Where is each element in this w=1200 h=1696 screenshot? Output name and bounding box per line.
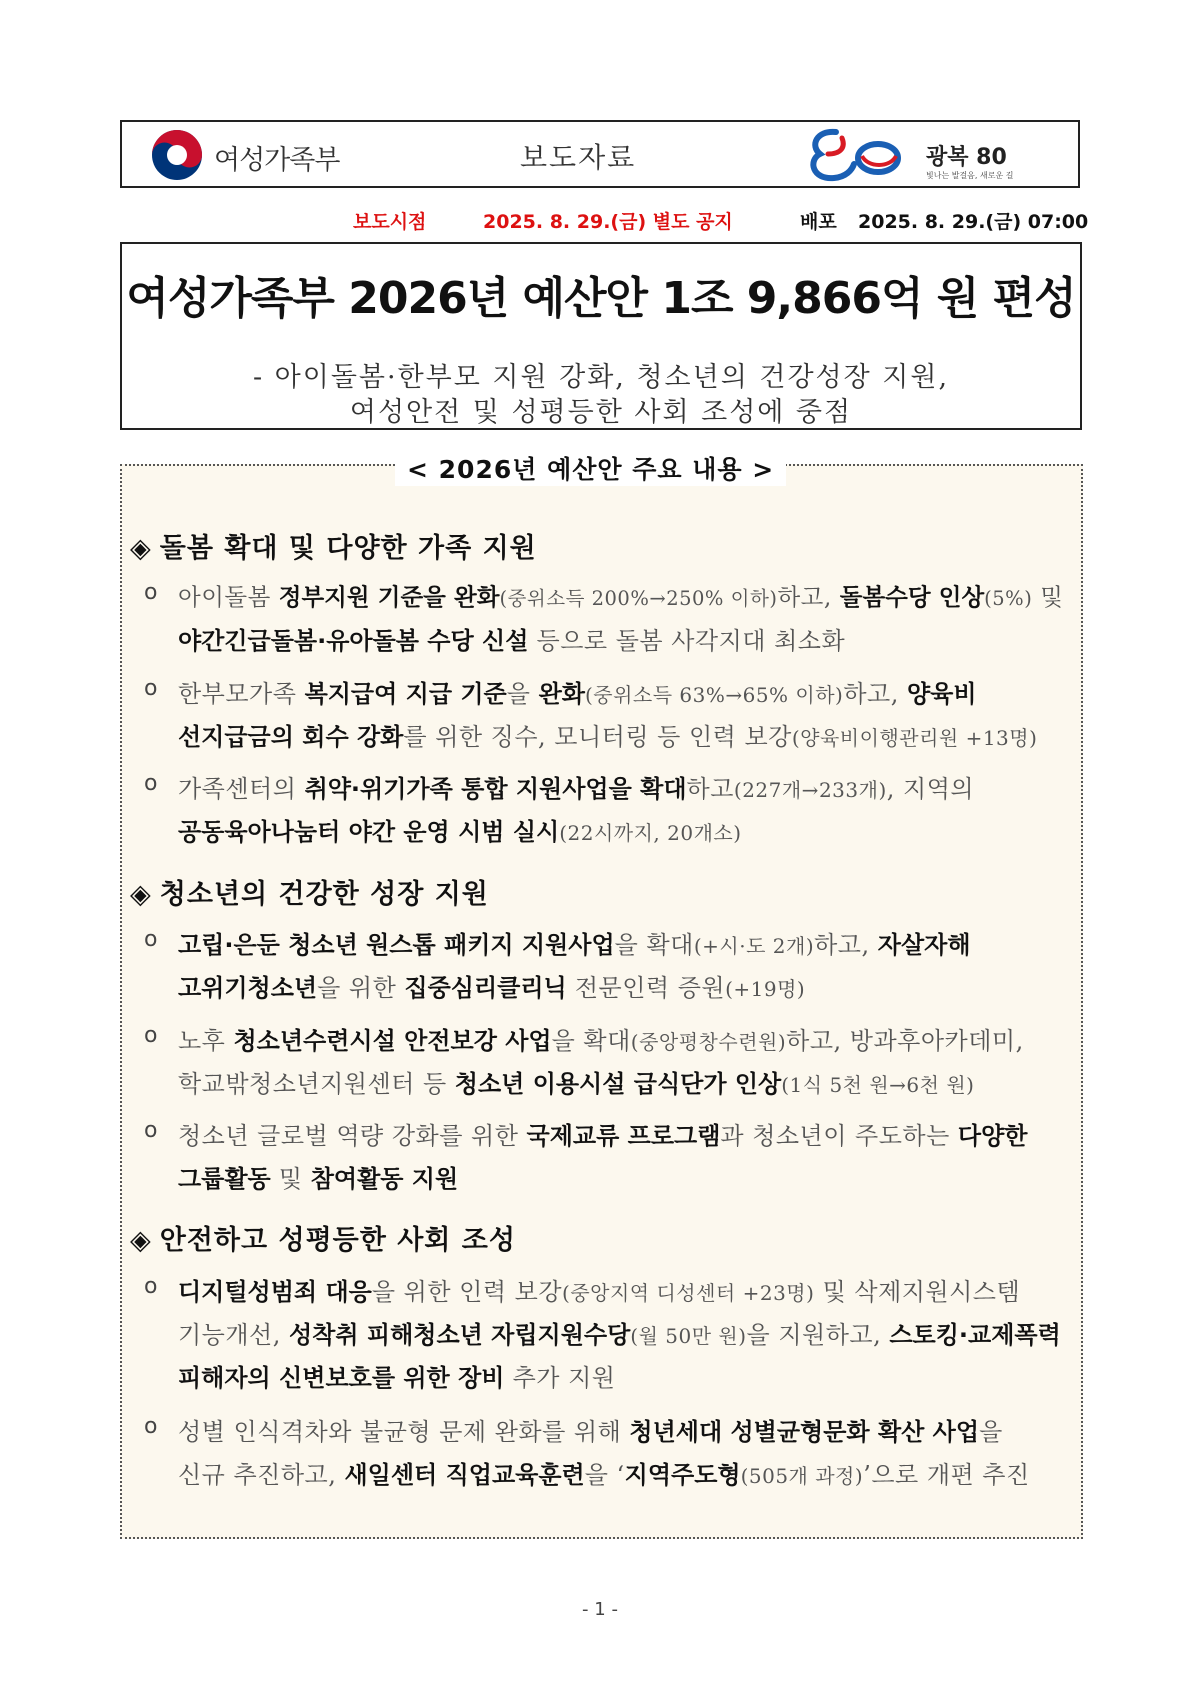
body-text: 을 [506,680,539,708]
circle-bullet-icon: o [144,580,158,605]
body-text: 하고, [814,931,878,959]
emphasis-text: 공동육아나눔터 야간 운영 시범 실시 [178,818,560,846]
embargo-label: 보도시점 [353,211,427,233]
circle-bullet-icon: o [144,1118,158,1143]
note-text: (505개 과정) [740,1464,864,1488]
note-text: (월 50만 원) [630,1324,747,1348]
bullet-text-line [178,717,1078,752]
emphasis-text: 그룹활동 [178,1165,271,1193]
note-text: (+19명) [725,977,806,1001]
emphasis-text: 돌봄수당 인상 [839,583,985,611]
body-text: 등으로 돌봄 사각지대 최소화 [528,627,846,655]
diamond-bullet-icon: ◈ [130,879,152,910]
body-text: 을 위한 [317,974,405,1002]
bullet-text-line [178,1159,1078,1194]
subtitle-line-1: - 아이돌봄·한부모 지원 강화, 청소년의 건강성장 지원, [252,362,950,393]
bullet-text-line [178,1455,1078,1490]
embargo-value: 2025. 8. 29.(금) 별도 공지 [483,211,733,233]
distribution-value: 2025. 8. 29.(금) 07:00 [858,211,1089,233]
body-text: 아이돌봄 [178,583,279,611]
bullet-text-line [178,578,1078,612]
emphasis-text: 새일센터 직업교육훈련 [344,1461,585,1489]
body-text: 및 [270,1165,311,1193]
emphasis-text: 고위기청소년 [178,974,318,1002]
circle-bullet-icon: o [144,1274,158,1299]
section-title: 안전하고 성평등한 사회 조성 [159,1225,516,1256]
bullet-text-line [178,1021,1078,1056]
bullet-text-line [178,968,1078,1003]
body-text: 기능개선, [178,1321,289,1349]
body-text: 을 확대 [614,931,694,959]
bullet-text-line [178,812,1078,847]
emphasis-text: 선지급금의 회수 강화 [178,723,404,751]
bullet-text-line [178,1064,1078,1099]
body-text: 하고, [777,583,840,611]
anniversary-slogan: 빛나는 발걸음, 새로운 길 [926,171,1014,180]
distribution-label: 배포 [800,211,837,233]
section-heading [130,526,537,565]
emphasis-text: 지역주도형 [624,1461,741,1489]
body-text: 성별 인식격차와 불균형 문제 완화를 위해 [178,1418,630,1446]
body-text: 을 ‘ [584,1461,625,1489]
page-number: - 1 - [582,1599,618,1620]
emphasis-text: 디지털성범죄 대응 [178,1278,372,1306]
emphasis-text: 고립·은둔 청소년 원스톱 패키지 지원사업 [178,931,615,959]
emphasis-text: 성착취 피해청소년 자립지원수당 [289,1321,631,1349]
circle-bullet-icon: o [144,676,158,701]
emphasis-text: 청소년 이용시설 급식단가 인상 [454,1070,782,1098]
note-text: (1식 5천 원→6천 원) [781,1073,975,1097]
emphasis-text: 취약·위기가족 통합 지원사업을 확대 [304,775,687,803]
section-heading [130,872,489,911]
circle-bullet-icon: o [144,927,158,952]
body-text: 하고 [686,775,734,803]
body-text: 을 지원하고, [746,1321,890,1349]
body-text: 을 [979,1418,1003,1446]
page-title: 여성가족부 2026년 예산안 1조 9,866억 원 편성 [126,273,1076,324]
bullet-text-line [178,769,1078,804]
emphasis-text: 피해자의 신변보호를 위한 장비 [178,1364,505,1392]
emphasis-text: 자살자해 [877,931,971,959]
note-text: (227개→233개) [733,778,887,802]
body-text: 하고, [843,680,907,708]
body-text: 을 위한 인력 보강 [371,1278,563,1306]
body-text: 청소년 글로벌 역량 강화를 위한 [178,1122,527,1150]
section-title: 돌봄 확대 및 다양한 가족 지원 [159,533,537,564]
note-text: (양육비이행관리원 +13명) [791,726,1038,750]
note-text: (+시·도 2개) [693,934,815,958]
note-text: (중위소득 63%→65% 이하) [584,683,844,707]
bullet-text-line [178,1315,1078,1350]
panel-heading: < 2026년 예산안 주요 내용 > [395,450,786,486]
body-text: , 지역의 [886,775,975,803]
subtitle-line-2: 여성안전 및 성평등한 사회 조성에 중점 [349,397,853,428]
note-text: (중앙평창수련원) [630,1030,787,1054]
ministry-name: 여성가족부 [214,145,340,176]
body-text: ’으로 개편 추진 [863,1461,1030,1489]
emphasis-text: 청년세대 성별균형문화 확산 사업 [629,1418,980,1446]
circle-bullet-icon: o [144,1414,158,1439]
bullet-text-line [178,621,1078,656]
note-text: (22시까지, 20개소) [559,821,742,845]
note-text: (중앙지역 디성센터 +23명) [562,1281,815,1305]
government-emblem-icon [150,128,204,182]
emphasis-text: 완화 [538,680,585,708]
emphasis-text: 야간긴급돌봄·유아돌봄 수당 신설 [178,627,529,655]
body-text: 신규 추진하고, [178,1461,345,1489]
circle-bullet-icon: o [144,771,158,796]
bullet-text-line [178,674,1078,709]
diamond-bullet-icon: ◈ [130,533,152,564]
liberation-80-emblem-icon [806,124,906,184]
circle-bullet-icon: o [144,1023,158,1048]
emphasis-text: 청소년수련시설 안전보강 사업 [233,1027,552,1055]
body-text: 노후 [178,1027,234,1055]
anniversary-title: 광복 80 [926,145,1007,170]
diamond-bullet-icon: ◈ [130,1225,152,1256]
bullet-text-line [178,1358,1078,1393]
emphasis-text: 국제교류 프로그램 [526,1122,721,1150]
emphasis-text: 다양한 [957,1122,1028,1150]
body-text: 을 확대 [551,1027,631,1055]
emphasis-text: 참여활동 지원 [310,1165,459,1193]
body-text: 한부모가족 [178,680,305,708]
emphasis-text: 복지급여 지급 기준 [304,680,507,708]
body-text: 를 위한 징수, 모니터링 등 인력 보강 [403,723,792,751]
body-text: 학교밖청소년지원센터 등 [178,1070,455,1098]
emphasis-text: 정부지원 기준을 완화 [278,583,500,611]
bullet-text-line [178,1272,1078,1307]
emphasis-text: 양육비 [907,680,977,708]
note-text: (중위소득 200%→250% 이하) [499,587,778,610]
note-text: (5%) [984,587,1033,610]
body-text: 추가 지원 [504,1364,616,1392]
section-title: 청소년의 건강한 성장 지원 [159,879,489,910]
body-text: 가족센터의 [178,775,305,803]
body-text: 및 삭제지원시스템 [814,1278,1021,1306]
body-text: 전문인력 증원 [566,974,726,1002]
document-type: 보도자료 [520,141,637,174]
body-text: 과 청소년이 주도하는 [720,1122,958,1150]
bullet-text-line [178,1116,1078,1151]
body-text: 하고, 방과후아카데미, [786,1027,1024,1055]
bullet-text-line [178,1412,1078,1447]
section-heading [130,1218,516,1257]
body-text: 및 [1032,583,1064,611]
emphasis-text: 집중심리클리닉 [404,974,567,1002]
emphasis-text: 스토킹·교제폭력 [889,1321,1061,1349]
bullet-text-line [178,925,1078,960]
